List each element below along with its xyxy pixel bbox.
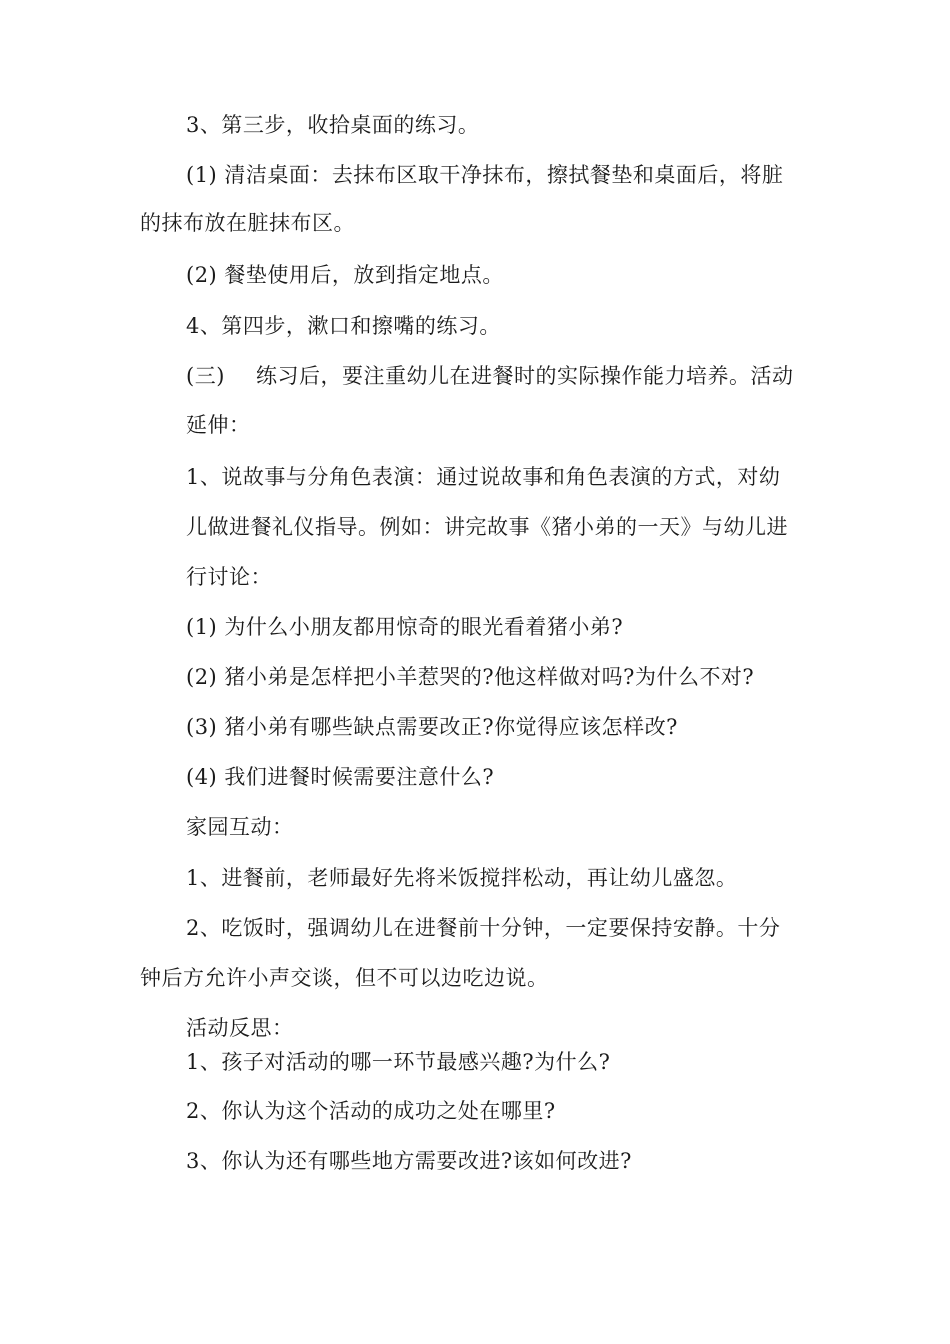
step4-title: 4、第四步，漱口和擦嘴的练习。 bbox=[186, 314, 501, 338]
home-item1: 1、进餐前，老师最好先将米饭搅拌松动，再让幼儿盛忽。 bbox=[186, 866, 738, 890]
reflection-item2: 2、你认为这个活动的成功之处在哪里? bbox=[186, 1099, 556, 1123]
home-title: 家园互动： bbox=[186, 815, 294, 839]
step3-item1-line1: (1) 清洁桌面：去抹布区取干净抹布，擦拭餐垫和桌面后，将脏 bbox=[186, 163, 784, 187]
step3-item1-line2: 的抹布放在脏抹布区。 bbox=[140, 211, 355, 235]
extension-question-1: (1) 为什么小朋友都用惊奇的眼光看着猪小弟? bbox=[186, 615, 624, 639]
extension-item1-line1: 1、说故事与分角色表演：通过说故事和角色表演的方式，对幼 bbox=[186, 465, 781, 489]
section3-text-line2: 延伸： bbox=[186, 413, 251, 437]
step3-item2: (2) 餐垫使用后，放到指定地点。 bbox=[186, 263, 504, 287]
extension-question-4: (4) 我们进餐时候需要注意什么? bbox=[186, 765, 495, 789]
section3-text-line1: 练习后，要注重幼儿在进餐时的实际操作能力培养。活动 bbox=[256, 364, 794, 388]
section3-heading bbox=[186, 362, 794, 390]
home-item2-line1: 2、吃饭时，强调幼儿在进餐前十分钟，一定要保持安静。十分 bbox=[186, 916, 781, 940]
extension-question-2: (2) 猪小弟是怎样把小羊惹哭的?他这样做对吗?为什么不对? bbox=[186, 665, 755, 689]
extension-question-3: (3) 猪小弟有哪些缺点需要改正?你觉得应该怎样改? bbox=[186, 715, 678, 739]
step3-title: 3、第三步，收拾桌面的练习。 bbox=[186, 113, 480, 137]
extension-item1-line3: 行讨论： bbox=[186, 565, 272, 589]
reflection-title: 活动反思： bbox=[186, 1016, 294, 1040]
reflection-item1: 1、孩子对活动的哪一环节最感兴趣?为什么? bbox=[186, 1050, 611, 1074]
extension-item1-line2: 儿做进餐礼仪指导。例如：讲完故事《猪小弟的一天》与幼儿进 bbox=[186, 515, 788, 539]
reflection-item3: 3、你认为还有哪些地方需要改进?该如何改进? bbox=[186, 1149, 632, 1173]
home-item2-line2: 钟后方允许小声交谈，但不可以边吃边说。 bbox=[140, 966, 549, 990]
section3-mark: (三) bbox=[186, 364, 225, 388]
